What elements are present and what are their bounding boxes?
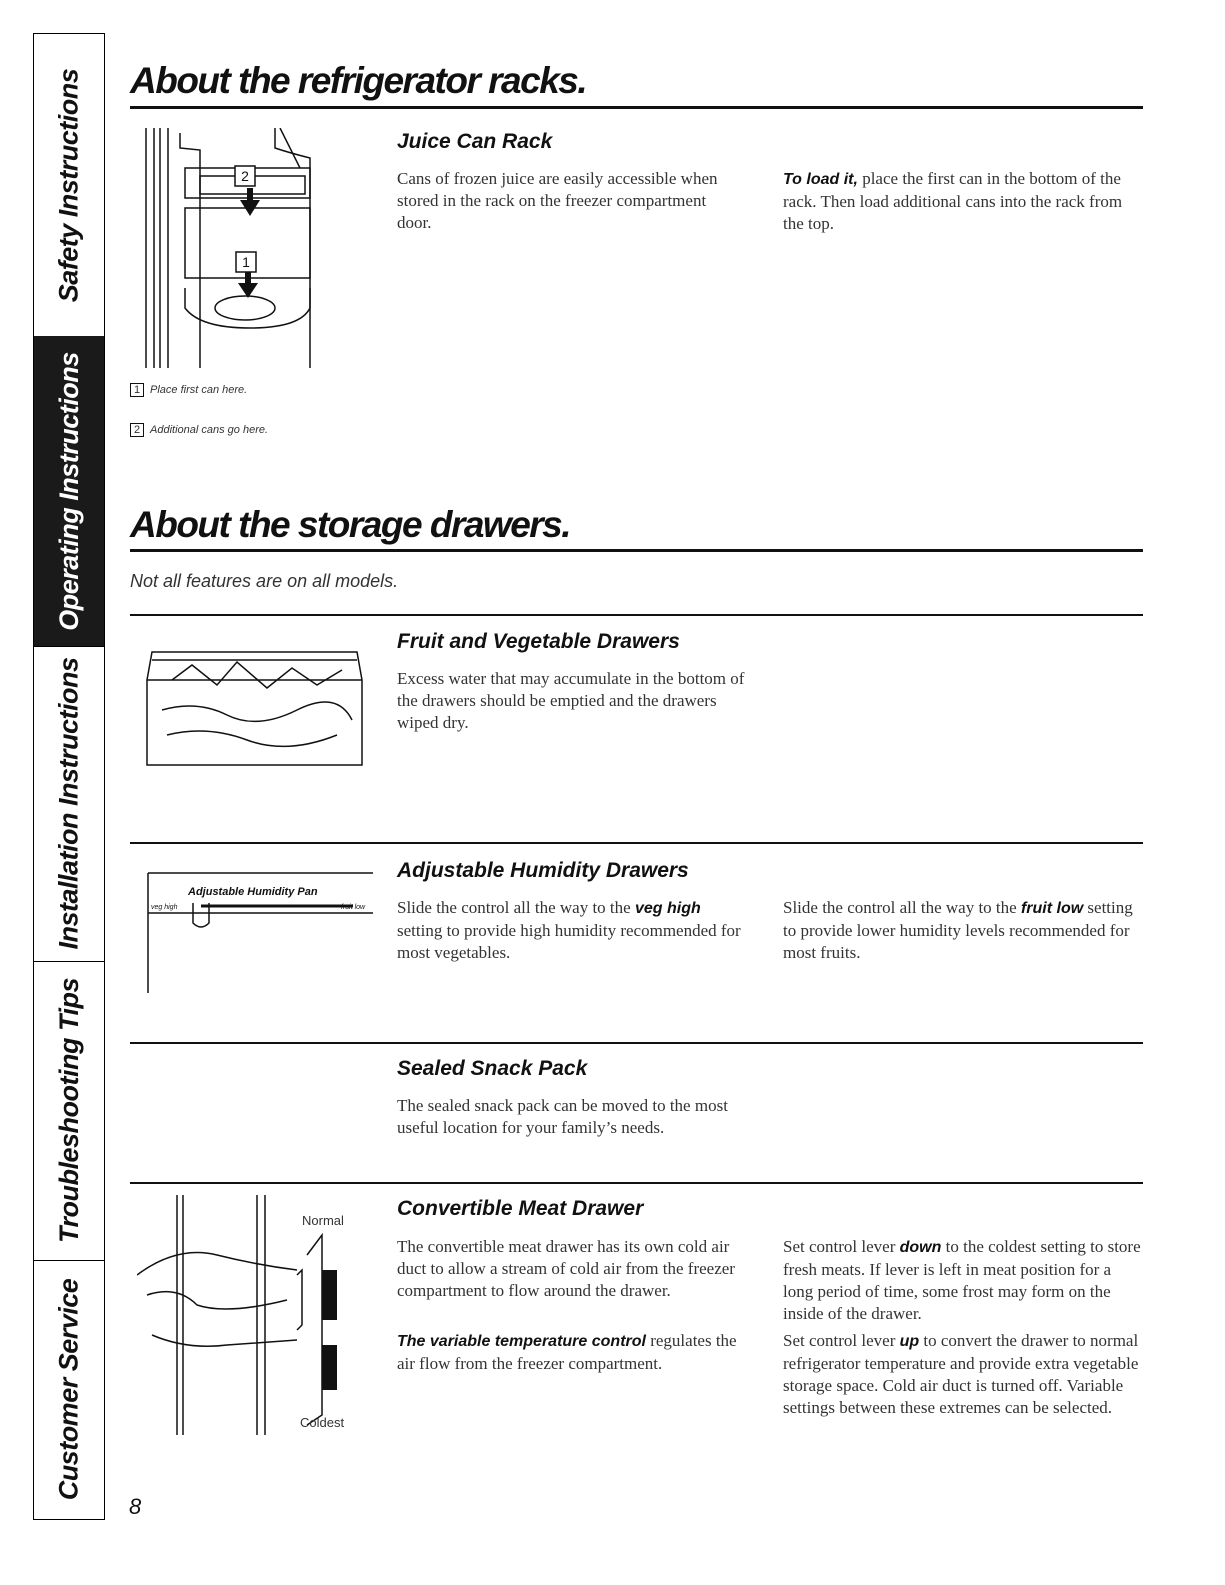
tab-customer-service[interactable] (34, 1260, 104, 1519)
meat-drawer-up-body (783, 1330, 1143, 1419)
body-text: to convert the drawer to normal refrigerator temperature and provide extra vegetable storage space. Cold air duct is turned off. Variable settings between these extremes can be selected. (783, 1331, 1139, 1417)
models-note: Not all features are on all models. (130, 571, 399, 591)
tab-label: Troubleshooting Tips (53, 978, 84, 1243)
tab-safety-instructions[interactable] (34, 34, 104, 337)
meat-drawer-down-body (783, 1236, 1143, 1325)
body-text: Slide the control all the way to the (397, 898, 635, 917)
caption-first-can (130, 383, 247, 397)
tab-label: Customer Service (53, 1278, 84, 1501)
callout-number: 2 (241, 168, 249, 184)
racks-section-title: About the refrigerator racks. (130, 60, 587, 101)
tab-label: Safety Instructions (53, 68, 84, 302)
section-rule (130, 614, 1143, 616)
pan-label: Adjustable Humidity Pan (188, 886, 318, 898)
caption-additional-cans (130, 423, 268, 437)
juice-can-rack-load-instructions (783, 168, 1143, 235)
coldest-label: Coldest (300, 1415, 345, 1430)
fruit-vegetable-heading: Fruit and Vegetable Drawers (397, 630, 680, 653)
section-sidebar (33, 33, 105, 1520)
juice-can-rack-heading: Juice Can Rack (397, 130, 553, 153)
section-rule (130, 842, 1143, 844)
caption-text: Additional cans go here. (150, 424, 269, 436)
humidity-pan-illustration (143, 863, 375, 998)
fruit-vegetable-drawer-illustration (137, 640, 372, 780)
humidity-veg-body (397, 897, 742, 964)
tab-label: Operating Instructions (53, 351, 84, 631)
title-rule (130, 106, 1143, 109)
callout-number: 1 (130, 383, 144, 397)
meat-drawer-heading: Convertible Meat Drawer (397, 1197, 644, 1220)
callout-number: 1 (242, 254, 250, 270)
emphasis-text: down (899, 1239, 942, 1256)
body-text: Set control lever (783, 1237, 900, 1256)
humidity-heading: Adjustable Humidity Drawers (397, 859, 689, 882)
callout-number: 2 (130, 423, 144, 437)
caption-text: Place first can here. (150, 384, 248, 396)
humidity-fruit-body (783, 897, 1143, 964)
body-text: regulates the air flow from the freezer compartment. (397, 1331, 737, 1373)
tab-installation-instructions[interactable] (34, 646, 104, 962)
emphasis-text: To load it, (783, 171, 858, 188)
fruit-low-label: fruit low (341, 904, 366, 911)
body-text: place the first can in the bottom of the rack. Then load additional cans into the rack from the top. (783, 169, 1123, 233)
meat-drawer-control-body (397, 1330, 757, 1375)
fruit-vegetable-body: Excess water that may accumulate in the bottom of the drawers should be emptied and the drawers wiped dry. (397, 669, 745, 732)
tab-label: Installation Instructions (53, 657, 84, 950)
title-rule (130, 549, 1143, 552)
juice-can-rack-body: Cans of frozen juice are easily accessible when stored in the rack on the freezer compartment door. (397, 169, 718, 232)
emphasis-text: The variable temperature control (397, 1333, 646, 1350)
snack-pack-heading: Sealed Snack Pack (397, 1057, 588, 1080)
page-number: 8 (129, 1494, 142, 1519)
body-text: to the coldest setting to store fresh meats. If lever is left in meat position for a long period of time, some frost may form on the inside of the drawer. (783, 1237, 1141, 1323)
tab-operating-instructions[interactable] (34, 336, 104, 647)
veg-high-label: veg high (151, 904, 178, 911)
body-text: Slide the control all the way to the (783, 898, 1021, 917)
emphasis-text: up (899, 1333, 920, 1350)
section-rule (130, 1182, 1143, 1184)
juice-can-rack-illustration (140, 128, 372, 373)
drawers-section-title: About the storage drawers. (130, 504, 571, 545)
emphasis-text: fruit low (1020, 900, 1084, 917)
body-text: setting to provide high humidity recommended for most vegetables. (397, 921, 741, 962)
meat-drawer-body: The convertible meat drawer has its own cold air duct to allow a stream of cold air from the freezer compartment to flow around the drawer. (397, 1237, 735, 1300)
snack-pack-body: The sealed snack pack can be moved to the most useful location for your family’s needs. (397, 1096, 728, 1137)
emphasis-text: veg high (634, 900, 701, 917)
meat-drawer-illustration (137, 1195, 377, 1440)
normal-label: Normal (302, 1213, 344, 1228)
section-rule (130, 1042, 1143, 1044)
body-text: Set control lever (783, 1331, 900, 1350)
tab-troubleshooting-tips[interactable] (34, 961, 104, 1261)
body-text: setting to provide lower humidity levels recommended for most fruits. (783, 898, 1133, 962)
